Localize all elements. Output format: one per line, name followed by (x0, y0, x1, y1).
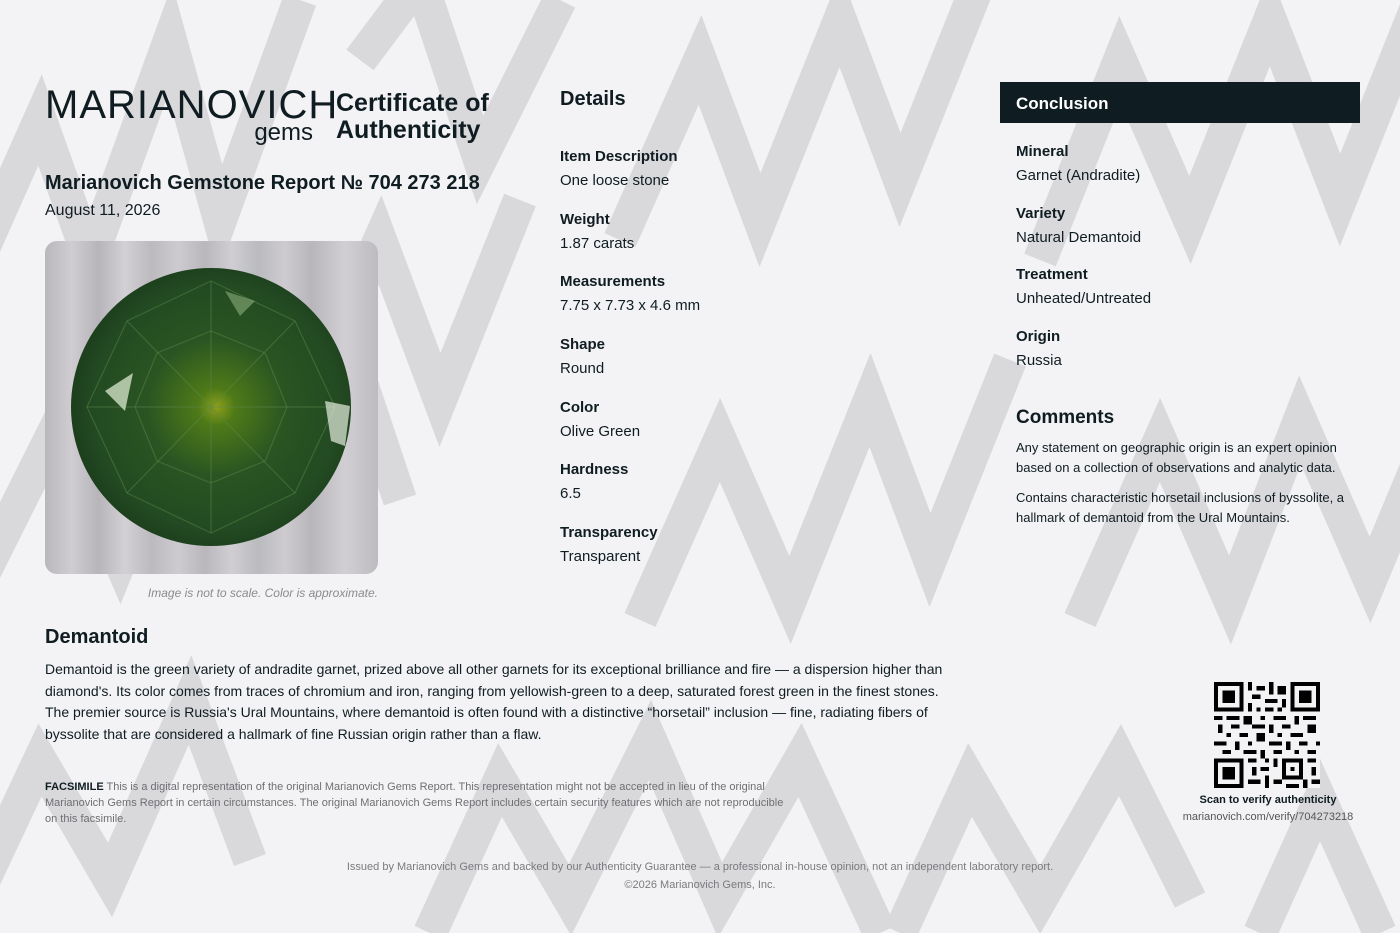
variety-title: Demantoid (45, 626, 149, 648)
comments-body (1016, 438, 1356, 538)
field-value: 6.5 (560, 485, 581, 503)
field-label: Shape (560, 336, 606, 354)
facsimile-label: FACSIMILE (45, 781, 104, 793)
conclusion-field (1016, 143, 1356, 205)
conclusion-field (1016, 328, 1356, 390)
field-value: Natural Demantoid (1016, 228, 1142, 246)
field-value: Unheated/Untreated (1016, 290, 1152, 307)
qr-label: Scan to verify authenticity (1199, 794, 1337, 806)
report-date: August 11, 2026 (45, 202, 161, 219)
facsimile-notice (45, 779, 790, 827)
field-value: Russia (1016, 351, 1062, 369)
conclusion-field (1016, 266, 1356, 328)
field-value: Transparent (560, 548, 641, 566)
field-label: Mineral (1016, 143, 1069, 160)
conclusion-section (1016, 143, 1356, 389)
gemstone-photo (45, 241, 378, 574)
details-section (560, 88, 940, 587)
field-label: Measurements (560, 273, 666, 291)
image-caption: Image is not to scale. Color is approximate. (147, 586, 378, 600)
field-value: One loose stone (560, 172, 670, 189)
field-label: Item Description (560, 148, 678, 165)
field-value: Olive Green (560, 422, 641, 440)
comments-title: Comments (1016, 407, 1115, 428)
field-label: Weight (560, 210, 610, 228)
conclusion-field (1016, 205, 1356, 267)
detail-field (560, 461, 940, 524)
detail-field (560, 399, 940, 462)
field-value: Round (560, 360, 605, 378)
detail-field (560, 148, 940, 211)
conclusion-title: Conclusion (1016, 94, 1109, 113)
detail-field (560, 336, 940, 399)
logo-wordmark: MARIANOVICH (45, 83, 339, 127)
details-title: Details (560, 88, 626, 110)
field-value: 7.75 x 7.73 x 4.6 mm (560, 297, 701, 315)
footer-copyright: ©2026 Marianovich Gems, Inc. (624, 879, 776, 891)
facsimile-text: This is a digital representation of the original Marianovich Gems Report. This representation might not be accepted in lieu of the original Marianovich Gems Report in certain circumstances. The original Marianovich Gems Report includes certain security features which are not reproducible on this facsimile. (45, 781, 784, 825)
report-title: Marianovich Gemstone Report № 704 273 218 (45, 172, 480, 194)
field-label: Color (560, 398, 600, 416)
comment-paragraph: Contains characteristic horsetail inclusions of byssolite, a hallmark of demantoid from the Ural Mountains. (1016, 490, 1345, 525)
field-label: Origin (1016, 327, 1061, 345)
qr-code-icon[interactable] (1214, 682, 1320, 788)
brand-logo[interactable] (45, 83, 339, 146)
gemstone-image (45, 241, 378, 574)
verify-link[interactable]: marianovich.com/verify/704273218 (1182, 811, 1354, 823)
field-value: 1.87 carats (560, 234, 635, 252)
field-label: Variety (1016, 204, 1066, 222)
comment-paragraph: Any statement on geographic origin is an expert opinion based on a collection of observations and analytic data. (1016, 440, 1337, 475)
footer-guarantee: Issued by Marianovich Gems and backed by our Authenticity Guarantee — a professional in-house opinion, not an independent laboratory report. (346, 861, 1054, 873)
variety-description: Demantoid is the green variety of andradite garnet, prized above all other garnets for its exceptional brilliance and fire — a dispersion higher than diamond's. Its color comes from traces of chromium and iron, ranging from yellowish-green to a deep, saturated forest green in the finest stones. The premier source is Russia's Ural Mountains, where demantoid is often found with a distinctive “horsetail” inclusion — fine, radiating fibers of byssolite that are considered a hallmark of fine Russian origin rather than a flaw. (45, 661, 943, 742)
field-value: Garnet (Andradite) (1016, 167, 1141, 184)
detail-field (560, 273, 940, 336)
detail-field (560, 211, 940, 274)
logo-subtitle: gems (254, 119, 313, 146)
conclusion-header (1000, 82, 1360, 123)
certificate-title: Certificate of Authenticity (336, 89, 489, 144)
detail-field (560, 524, 940, 587)
field-label: Treatment (1016, 266, 1088, 283)
field-label: Transparency (560, 524, 658, 542)
field-label: Hardness (560, 461, 629, 479)
